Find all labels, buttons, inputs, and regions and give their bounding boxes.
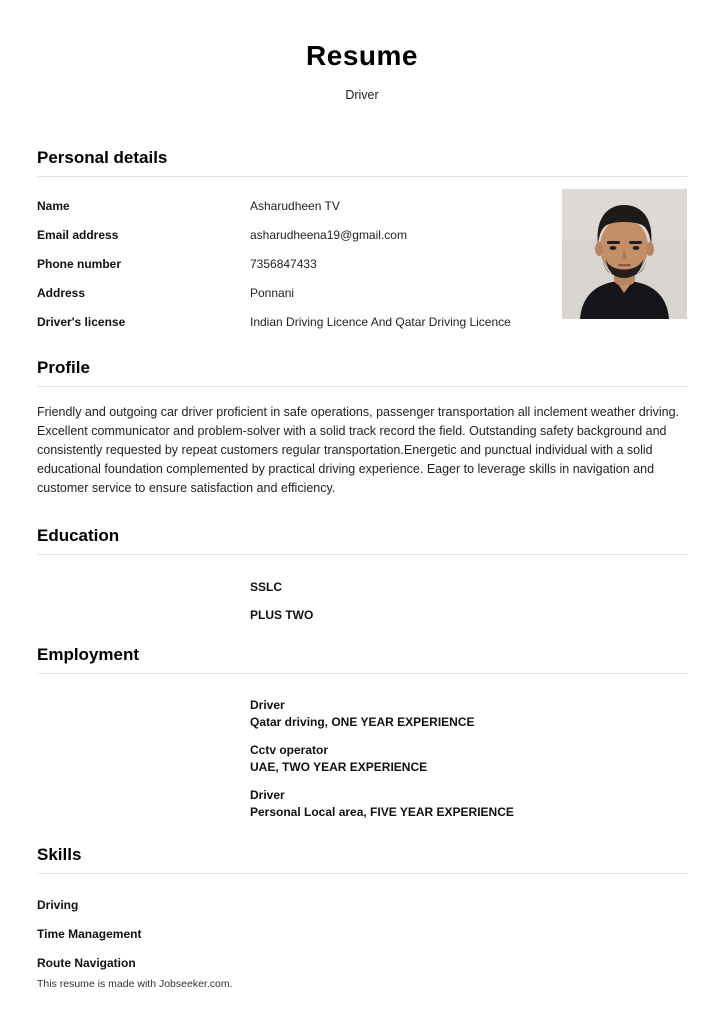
education-item: PLUS TWO [250, 608, 314, 622]
skills-items [37, 890, 687, 977]
personal-details-heading: Personal details [37, 148, 168, 167]
employment-item [250, 692, 687, 737]
field-label: Phone number [37, 257, 122, 271]
section-divider [37, 554, 687, 555]
field-label: Driver's license [37, 315, 126, 329]
document-header [37, 40, 687, 102]
employment-heading: Employment [37, 645, 140, 664]
employment-job-title: Driver [250, 698, 285, 712]
education-item: SSLC [250, 580, 283, 594]
employment-item [250, 737, 687, 782]
education-heading: Education [37, 526, 120, 545]
section-divider [37, 873, 687, 874]
section-skills [37, 845, 687, 977]
skills-heading: Skills [37, 845, 82, 864]
employment-items [37, 692, 687, 827]
employment-job-title: Driver [250, 788, 285, 802]
section-divider [37, 176, 687, 177]
field-value: asharudheena19@gmail.com [250, 228, 407, 242]
employment-job-detail: UAE, TWO YEAR EXPERIENCE [250, 760, 428, 774]
employment-job-detail: Personal Local area, FIVE YEAR EXPERIENCE [250, 805, 514, 819]
employment-item [250, 782, 687, 827]
section-profile [37, 358, 687, 498]
field-value: 7356847433 [250, 257, 317, 271]
document-title: Resume [306, 40, 418, 71]
profile-summary-text: Friendly and outgoing car driver proficient in safe operations, passenger transportation all inclement weather driving. Excellent communicator and problem-solver with a solid track record the field. Outstanding safety background and consistently requested by repeat customers regular transportation.Energetic and punctual individual with a solid educational foundation complemented by practical driving experience. Eager to leverage skills in navigation and customer service to ensure satisfaction and efficiency. [37, 405, 680, 495]
field-value: Ponnani [250, 286, 295, 300]
skill-item: Time Management [37, 927, 142, 941]
section-divider [37, 386, 687, 387]
profile-photo-image [562, 189, 687, 319]
job-title-subtitle: Driver [345, 88, 379, 102]
section-divider [37, 673, 687, 674]
education-items [37, 573, 687, 629]
section-employment [37, 645, 687, 827]
field-label: Address [37, 286, 86, 300]
skill-item: Route Navigation [37, 956, 136, 970]
profile-photo [562, 189, 687, 319]
field-value: Indian Driving Licence And Qatar Driving Licence [250, 315, 511, 329]
section-education [37, 526, 687, 629]
field-label: Email address [37, 228, 119, 242]
employment-job-title: Cctv operator [250, 743, 329, 757]
footer-branding-text: This resume is made with Jobseeker.com. [37, 978, 233, 990]
field-value: Asharudheen TV [250, 199, 340, 213]
section-personal-details [37, 148, 687, 336]
employment-job-detail: Qatar driving, ONE YEAR EXPERIENCE [250, 715, 475, 729]
field-label: Name [37, 199, 70, 213]
profile-heading: Profile [37, 358, 90, 377]
skill-item: Driving [37, 898, 79, 912]
